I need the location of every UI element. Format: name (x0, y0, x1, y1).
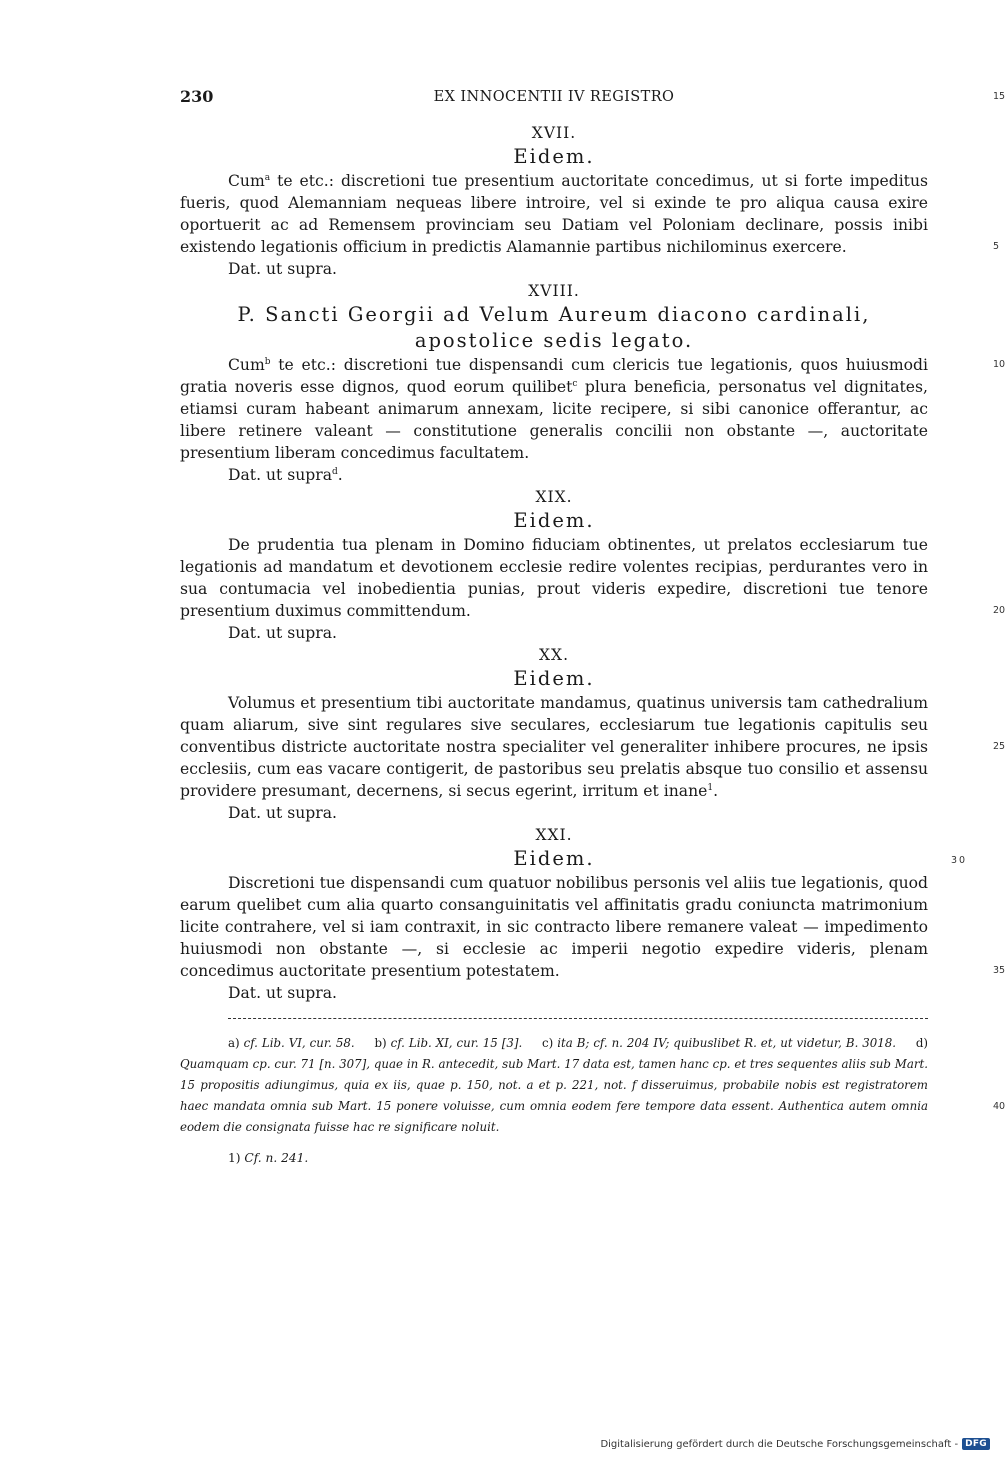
running-head (180, 86, 928, 110)
text-note: 1) Cf. n. 241. (228, 1151, 309, 1165)
doc-addressee: Eidem. 30 (180, 846, 928, 872)
doc-addressee: P. Sancti Georgii ad Velum Aureum diacono cardinali, (237, 303, 871, 326)
note-ref: b (264, 356, 271, 367)
doc-text: Cum$^a$ te etc.: discretioni tue presentium auctoritate concedimus, ut si forte impeditus fueris, quod Alemanniam nequeas libere introire, vel si exinde te pro aliqua causa exire oportuerit ac ad Remensem provinciam seu Datiam vel Poloniam declinare, possis inibi existendo legationis officium in predictis Alamannie partibus nichilominus exercere. 5 (180, 172, 1000, 256)
line-number: 10 (993, 359, 1005, 370)
doc-number: XIX. (535, 488, 573, 506)
footnote-d: Quamquam cp. cur. 71 [n. 307], quae in R. antecedit, sub Mart. 17 data est, tamen hanc cp. et tres sequentes aliis sub Mart. 15 propositis adiungimus, quia ex iis, quae p. 150, not. a et p. 221, not. f disseruimus, probabile nobis est registratorem haec mandata omnia sub Mart. 15 ponere voluisse, cum omnia eodem fere tempore data essent. Authentica autem omnia eodem die consignata fuisse hac re significare noluit. (180, 1057, 928, 1134)
dat-line: Dat. ut supra. (228, 804, 337, 822)
line-number: 40 (993, 1101, 1005, 1112)
footnote-c: ita B; cf. n. 204 IV; quibuslibet R. et, ut videtur, B. 3018. (557, 1036, 897, 1050)
note-ref: c (572, 378, 578, 389)
footnote-divider (228, 1018, 928, 1019)
dfg-logo: DFG (962, 1438, 990, 1450)
doc-number: XX. (539, 646, 569, 664)
dat-line: Dat. ut supra. (228, 624, 337, 642)
doc-number: XXI. (535, 826, 573, 844)
doc-number: XVIII. (528, 282, 580, 300)
doc-addressee: Eidem. (513, 145, 595, 168)
line-number: 30 (950, 855, 968, 866)
dat-line: Dat. ut supra$^d$. 15 (180, 464, 928, 486)
line-number: 15 (993, 91, 1005, 102)
dat-line: Dat. ut supra. (228, 984, 337, 1002)
line-number: 20 (993, 605, 1005, 616)
doc-addressee: Eidem. (513, 509, 595, 532)
doc-addressee: apostolice sedis legato. (414, 329, 694, 352)
line-number: 25 (993, 741, 1005, 752)
doc-addressee: Eidem. (513, 667, 595, 690)
digitization-credit: Digitalisierung gefördert durch die Deutsche Forschungsgemeinschaft - DFG (600, 1438, 990, 1450)
doc-text: Volumus et presentium tibi auctoritate mandamus, quatinus universis tam cathedralium quam aliarum, sive sint regulares sive seculares, ecclesiarum tue legationis capitulis seu conventibus districte auctoritate nostra specialiter vel generaliter inhibere procures, ne ipsis ecclesiis, cum eas vacare contigerit, de pastoribus seu prelatis absque tuo consilio et assensu providere presumant, decernens, si secus egerint, irritum et inane$^1$. 25 (180, 694, 1005, 800)
doc-text: Discretioni tue dispensandi cum quatuor nobilibus personis vel aliis tue legationis, quod earum quelibet cum alia quarto consanguinitatis vel affinitatis gradu coniuncta matrimonium licite contrahere, vel si iam contraxit, in sic contracto libere remanere valeat — impedimento huiusmodi non obstante —, si ecclesie ac imperii negotio expedire videris, plenam concedimus auctoritate presentium potestatem. 35 (180, 874, 1005, 980)
doc-text: De prudentia tua plenam in Domino fiduciam obtinentes, ut prelatos ecclesiarum tue legationis ad mandatum et devotionem ecclesie redire volentes recipias, perdurantes vero in sua contumacia vel inobedientia punias, prout videris expedire, discretioni tue tenore presentium duximus committendum. 20 (180, 536, 1005, 620)
footnotes: a) cf. Lib. VI, cur. 58. b) cf. Lib. XI, cur. 15 [3]. c) ita B; cf. n. 204 IV; quibuslibet R. et, ut videtur, B. 3018. d) Quamquam cp. cur. 71 [n. 307], quae in R. antecedit, sub Mart. 17 data est, tamen hanc cp. et tres sequentes aliis sub Mart. 15 propositis adiungimus, quia ex iis, quae p. 150, not. a et p. 221, not. f disseruimus, probabile nobis est registratorem haec mandata omnia sub Mart. 15 ponere voluisse, cum omnia eodem fere tempore data essent. Authentica autem omnia eodem die consignata fuisse hac re significare noluit. 40 (180, 1036, 1005, 1134)
note-ref: d (332, 466, 338, 477)
doc-number: XVII. (531, 124, 577, 142)
note-ref: a (264, 172, 271, 183)
line-number: 35 (993, 965, 1005, 976)
note-ref: 1 (707, 782, 714, 793)
page-number: 230 (180, 87, 214, 106)
footnote-a: cf. Lib. VI, cur. 58. (243, 1036, 355, 1050)
footnote-b: cf. Lib. XI, cur. 15 [3]. (390, 1036, 523, 1050)
line-number: 5 (993, 241, 1000, 252)
dat-line: Dat. ut supra. (228, 260, 337, 278)
doc-text: Cum$^b$ te etc.: discretioni tue dispensandi cum clericis tue legationis, quos huiusmodi gratia noveris esse dignos, quod eorum quilibet$^c$ plura beneficia, personatus vel dignitates, etiamsi curam habeant animarum annexam, licite recipere, si sibi canonice offerantur, ac libere retinere valeant — constitutione generalis concilii non obstante —, auctoritate presentium liberam concedimus facultatem. 10 (180, 356, 1005, 462)
page-body (180, 86, 1005, 1169)
running-title: EX INNOCENTII IV REGISTRO (433, 89, 675, 105)
